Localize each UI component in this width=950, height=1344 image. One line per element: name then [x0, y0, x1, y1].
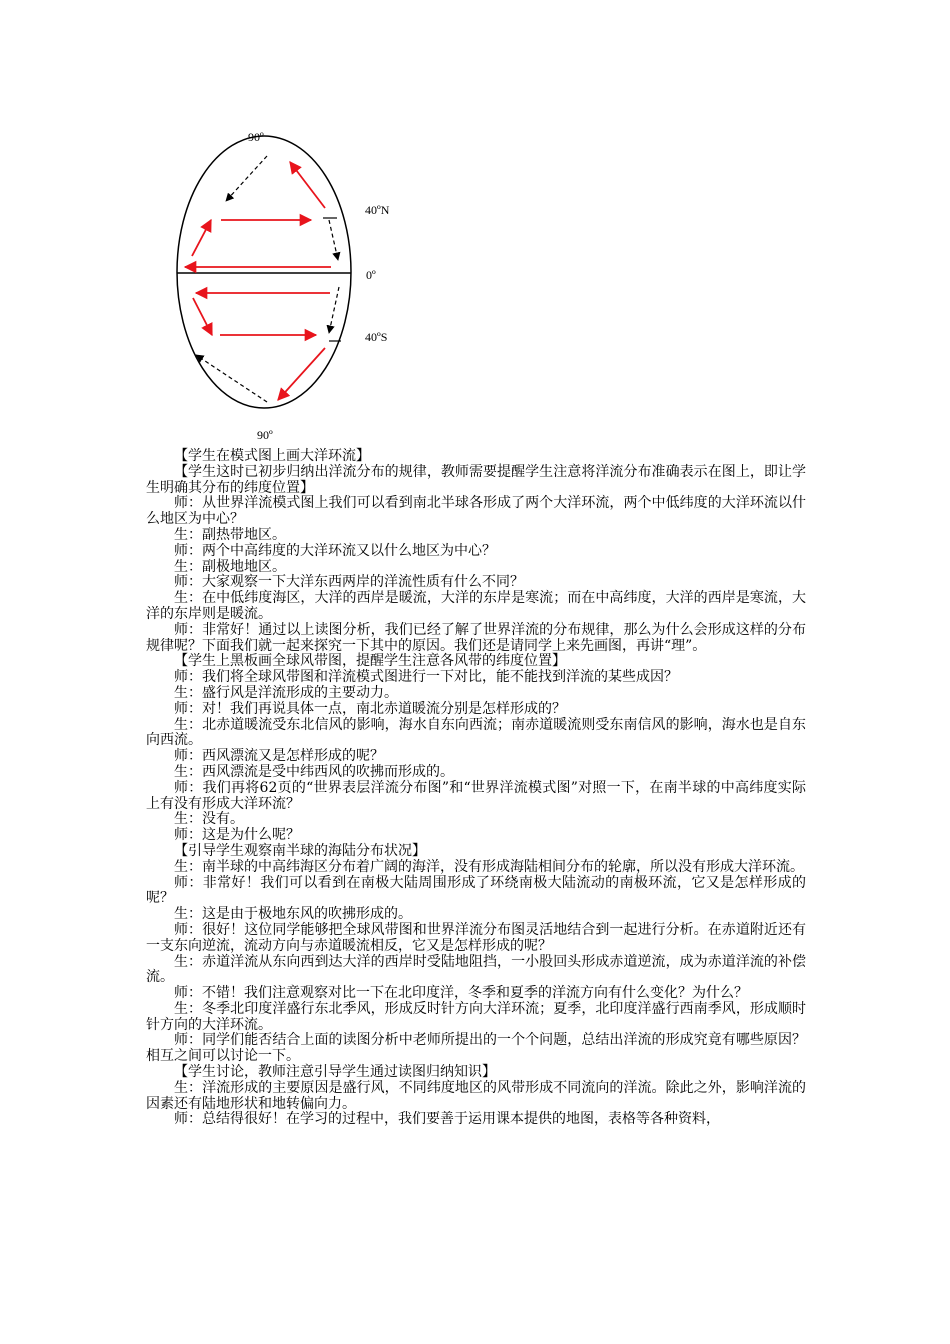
paragraph: 师：这是为什么呢？ [174, 827, 300, 844]
paragraph: 生：南半球的中高纬海区分布着广阔的海洋，没有形成海陆相间分布的轮廓，所以没有形成大洋环流。 [174, 858, 804, 875]
north-pole-label: 90º [248, 130, 264, 144]
paragraph: 生：赤道洋流从东向西到达大洋的西岸时受陆地阻挡，一小股回头形成赤道逆流，成为赤道洋流的补偿流。 [146, 953, 806, 986]
cold-current-arrow [329, 287, 339, 333]
paragraph: 【引导学生观察南半球的海陆分布状况】 [174, 842, 426, 859]
current-model-svg [160, 120, 440, 450]
paragraph: 师：西风漂流又是怎样形成的呢？ [174, 748, 384, 765]
paragraph: 师：对！我们再说具体一点，南北赤道暖流分别是怎样形成的？ [174, 700, 566, 717]
paragraph: 生：北赤道暖流受东北信风的影响，海水自东向西流；南赤道暖流则受东南信风的影响，海水也是自东向西流。 [146, 716, 806, 749]
paragraph: 【学生讨论，教师注意引导学生通过读图归纳知识】 [174, 1064, 496, 1081]
lesson-transcript [146, 449, 806, 1128]
lat-40s-label: 40ºS [365, 330, 388, 344]
paragraph: 师：我们再将62页的“世界表层洋流分布图”和“世界洋流模式图”对照一下，在南半球的中高纬度实际上有没有形成大洋环流？ [146, 779, 806, 812]
paragraph: 生：这是由于极地东风的吹拂形成的。 [174, 906, 412, 923]
paragraph: 生：副极地地区。 [174, 558, 286, 575]
ocean-current-model-diagram [160, 120, 440, 450]
paragraph: 师：同学们能否结合上面的读图分析中老师所提出的一个个问题，总结出洋流的形成究竟有哪些原因？相互之间可以讨论一下。 [146, 1032, 806, 1065]
paragraph: 生：没有。 [174, 811, 244, 828]
paragraph: 【学生上黑板画全球风带图，提醒学生注意各风带的纬度位置】 [174, 653, 566, 670]
paragraph: 【学生在模式图上画大洋环流】 [174, 448, 370, 464]
paragraph: 师：非常好！我们可以看到在南极大陆周围形成了环绕南极大陆流动的南极环流，它又是怎样形成的呢？ [146, 874, 806, 907]
lat-40n-label: 40ºN [365, 203, 390, 217]
paragraph: 师：两个中高纬度的大洋环流又以什么地区为中心？ [174, 542, 496, 559]
paragraph: 生：在中低纬度海区，大洋的西岸是暖流，大洋的东岸是寒流；而在中高纬度，大洋的西岸是寒流，大洋的东岸则是暖流。 [146, 590, 806, 622]
paragraph: 生：西风漂流是受中纬西风的吹拂而形成的。 [174, 763, 454, 780]
ocean-basin-ellipse [177, 136, 351, 408]
paragraph: 生：盛行风是洋流形成的主要动力。 [174, 684, 398, 701]
paragraph: 【学生这时已初步归纳出洋流分布的规律，教师需要提醒学生注意将洋流分布准确表示在图上，即让学生明确其分布的纬度位置】 [146, 463, 806, 496]
paragraph: 师：非常好！通过以上读图分析，我们已经了解了世界洋流的分布规律，那么为什么会形成这样的分布规律呢？下面我们就一起来探究一下其中的原因。我们还是请同学上来先画图，再讲“理”。 [146, 621, 806, 654]
paragraph: 生：副热带地区。 [174, 526, 286, 543]
paragraph: 生：冬季北印度洋盛行东北季风，形成反时针方向大洋环流；夏季，北印度洋盛行西南季风，形成顺时针方向的大洋环流。 [146, 1000, 806, 1033]
equator-label: 0º [366, 268, 376, 282]
paragraph: 师：很好！这位同学能够把全球风带图和世界洋流分布图灵活地结合到一起进行分析。在赤道附近还有一支东向逆流，流动方向与赤道暖流相反，它又是怎样形成的呢？ [146, 921, 806, 954]
south-pole-label: 90º [257, 428, 273, 442]
paragraph: 师：总结得很好！在学习的过程中，我们要善于运用课本提供的地图，表格等各种资料， [174, 1111, 720, 1128]
paragraph: 师：我们将全球风带图和洋流模式图进行一下对比，能不能找到洋流的某些成因？ [174, 669, 678, 686]
warm-current-arrow [192, 220, 211, 256]
paragraph: 生：洋流形成的主要原因是盛行风，不同纬度地区的风带形成不同流向的洋流。除此之外，影响洋流的因素还有陆地形状和地转偏向力。 [146, 1079, 806, 1112]
warm-current-arrow [193, 298, 212, 335]
warm-current-arrow [290, 162, 325, 208]
warm-current-arrow [278, 348, 325, 400]
paragraph: 师：不错！我们注意观察对比一下在北印度洋，冬季和夏季的洋流方向有什么变化？为什么？ [174, 985, 748, 1002]
paragraph: 师：从世界洋流模式图上我们可以看到南北半球各形成了两个大洋环流，两个中低纬度的大洋环流以什么地区为中心？ [146, 495, 806, 528]
cold-current-arrow [226, 156, 267, 201]
cold-current-arrow [329, 220, 338, 260]
paragraph: 师：大家观察一下大洋东西两岸的洋流性质有什么不同？ [174, 574, 524, 591]
cold-current-arrow [196, 355, 267, 402]
